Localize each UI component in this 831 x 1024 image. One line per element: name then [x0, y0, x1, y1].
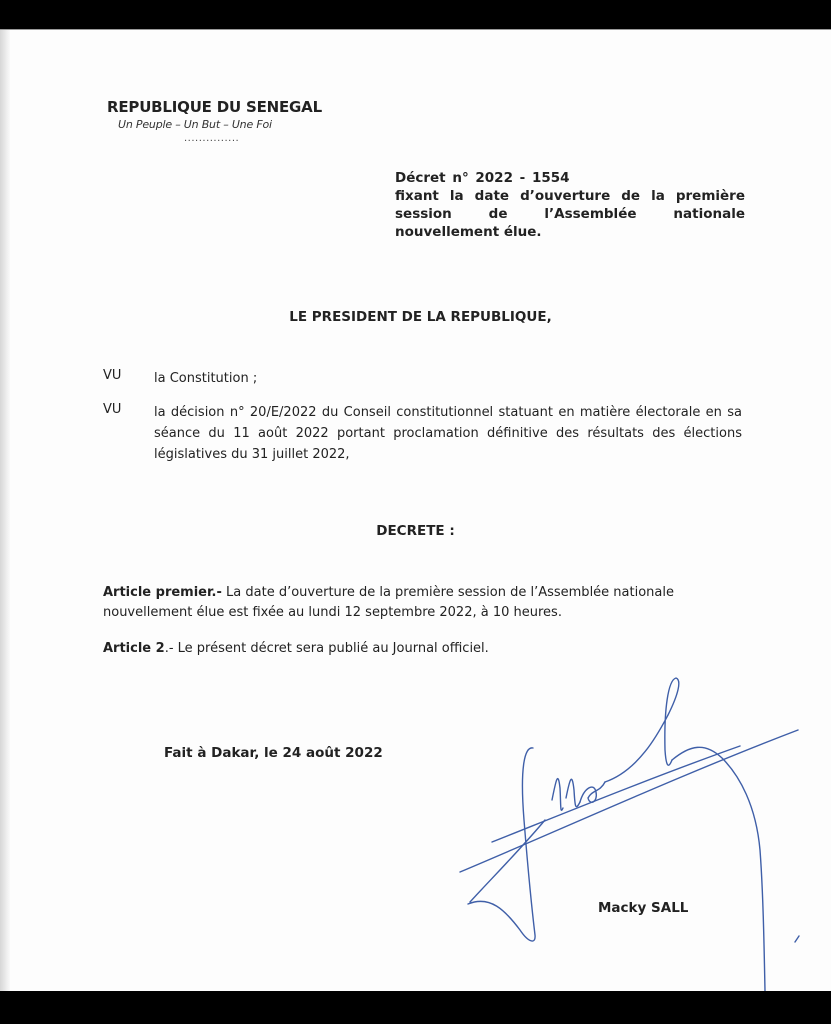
article-text: La date d’ouverture de la première session de l’Assemblée nationale nouvellement élue est fixée au lundi 12 septembre 2022, à 10 heures.: [103, 585, 674, 620]
signature-stroke: [460, 730, 798, 872]
consideration-label: VU: [103, 402, 122, 417]
country-heading: REPUBLIQUE DU SENEGAL: [107, 98, 322, 116]
signature-stroke: [580, 782, 605, 802]
consideration-text: la Constitution ;: [154, 371, 258, 386]
signature-stroke: [552, 779, 563, 811]
decree-title-block: [395, 169, 745, 241]
national-motto: Un Peuple – Un But – Une Foi: [118, 118, 272, 131]
decree-subject-line-3: nouvellement élue.: [395, 224, 542, 240]
document-page: [0, 29, 831, 991]
decree-number: Décret n° 2022 - 1554: [395, 170, 570, 186]
signature-stroke: [672, 747, 765, 991]
signer-name: Macky SALL: [598, 900, 689, 916]
signature-stroke: [470, 820, 545, 902]
signature-stroke: [566, 779, 580, 806]
signature-stroke: [605, 678, 679, 782]
article-item: [103, 583, 743, 623]
article-title: Article 2: [103, 641, 165, 656]
decree-subject-line-2: session de l’Assemblée nationale: [395, 206, 745, 222]
decrees-heading: DECRETE :: [376, 523, 455, 539]
signature-stroke: [795, 936, 799, 942]
signature-stroke: [468, 748, 535, 941]
page-edge-shadow: [0, 30, 10, 991]
header-separator: ...............: [184, 133, 240, 144]
issuer-heading: LE PRESIDENT DE LA REPUBLIQUE,: [289, 309, 552, 325]
consideration-text: la décision n° 20/E/2022 du Conseil constitutionnel statuant en matière électorale en sa séance du 11 août 2022 portant proclamation définitive des résultats des élections législatives du 31 juillet 2022,: [154, 405, 742, 462]
decree-subject-line-1: fixant la date d’ouverture de la première: [395, 188, 745, 204]
article-text: .- Le présent décret sera publié au Journal officiel.: [164, 641, 489, 656]
signature-stroke: [492, 746, 740, 842]
article-title: Article premier.-: [103, 585, 222, 600]
consideration-label: VU: [103, 368, 122, 383]
place-and-date: Fait à Dakar, le 24 août 2022: [164, 745, 383, 761]
article-item: [103, 639, 743, 659]
